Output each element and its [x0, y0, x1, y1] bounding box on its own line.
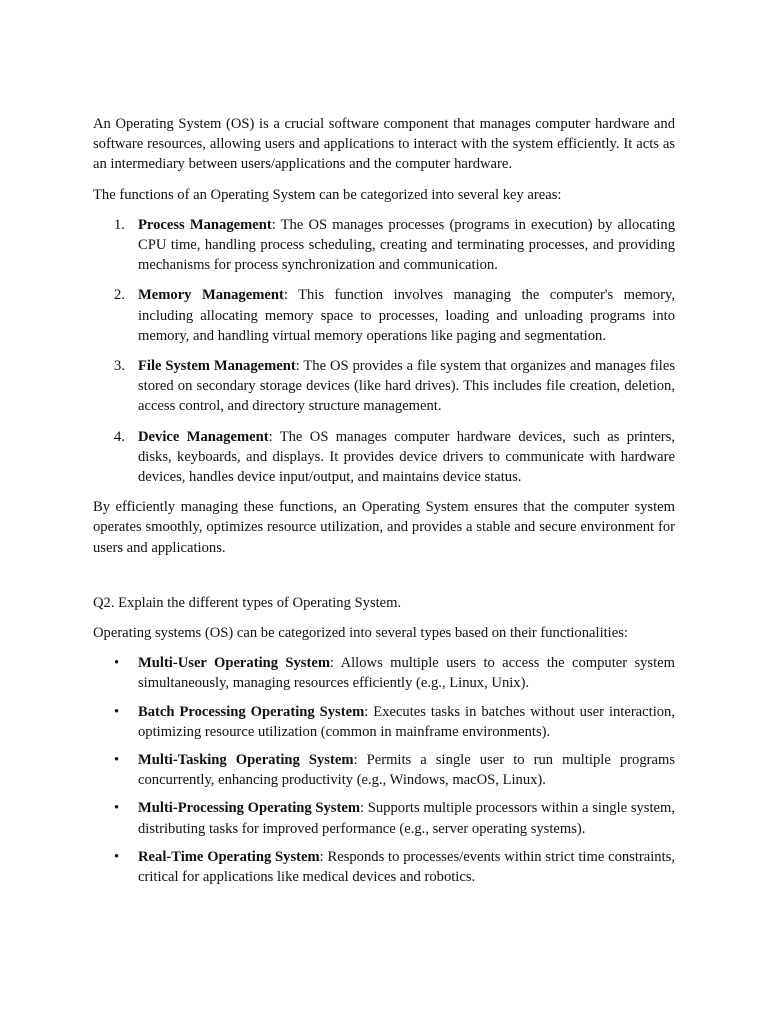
- list-item-text: : Executes tasks in batches without user interaction, optimizing resource utilization (common in mainframe environments).: [138, 703, 675, 740]
- intro-paragraph: An Operating System (OS) is a crucial software component that manages computer hardware and software resources, allowing users and applications to interact with the system efficiently. It acts as an intermediary between users/applications and the computer hardware.: [93, 116, 675, 173]
- list-item: [93, 847, 675, 887]
- question-heading: Q2. Explain the different types of Operating System.: [93, 594, 402, 611]
- list-item-term: Real-Time Operating System: [138, 848, 320, 865]
- list-item: [93, 798, 675, 838]
- list-item-text: : Allows multiple users to access the computer system simultaneously, managing resources efficiently (e.g., Linux, Unix).: [138, 655, 675, 692]
- list-number: 3.: [114, 358, 125, 375]
- bullet-icon: •: [114, 703, 120, 720]
- list-item: [93, 427, 675, 488]
- types-list: [93, 653, 675, 887]
- list-number: 2.: [114, 287, 125, 304]
- list-item-text: : The OS provides a file system that organizes and manages files stored on secondary storage devices (like hard drives). This includes file creation, deletion, access control, and directory structure management.: [138, 358, 675, 415]
- list-number: 4.: [114, 428, 125, 445]
- list-number: 1.: [114, 216, 125, 233]
- conclusion-paragraph: By efficiently managing these functions, an Operating System ensures that the computer system operates smoothly, optimizes resource utilization, and provides a stable and secure environment for users and applications.: [93, 499, 675, 556]
- list-item-term: Process Management: [138, 216, 272, 233]
- list-item-term: File System Management: [138, 358, 296, 375]
- list-item: [93, 702, 675, 742]
- bullet-icon: •: [114, 848, 120, 865]
- list-item-term: Memory Management: [138, 287, 284, 304]
- document-page: [93, 114, 675, 895]
- list-item-text: : The OS manages processes (programs in execution) by allocating CPU time, handling process scheduling, creating and terminating processes, and providing mechanisms for process synchronization and communication.: [138, 216, 675, 274]
- list-item-term: Multi-Tasking Operating System: [138, 752, 354, 769]
- list-item-term: Device Management: [138, 428, 269, 445]
- list-item: [93, 653, 675, 693]
- list-item-term: Multi-User Operating System: [138, 655, 330, 672]
- list-item-text: : Permits a single user to run multiple programs concurrently, enhancing productivity (e.g., Windows, macOS, Linux).: [138, 752, 675, 789]
- bullet-icon: •: [114, 800, 120, 817]
- list-item-text: : Supports multiple processors within a single system, distributing tasks for improved performance (e.g., server operating systems).: [138, 800, 676, 837]
- list-item: [93, 285, 675, 346]
- list-item-term: Batch Processing Operating System: [138, 703, 365, 720]
- list-item: [93, 750, 675, 790]
- list-item-term: Multi-Processing Operating System: [138, 800, 360, 817]
- list-item-text: : This function involves managing the computer's memory, including allocating memory space to processes, loading and unloading programs into memory, and handling virtual memory operations like paging and segmentation.: [138, 287, 675, 344]
- functions-list: [93, 215, 675, 487]
- bullet-icon: •: [114, 655, 120, 672]
- list-item: [93, 215, 675, 276]
- list-item: [93, 356, 675, 417]
- list-item-text: : Responds to processes/events within strict time constraints, critical for applications like medical devices and robotics.: [138, 848, 675, 886]
- bullet-icon: •: [114, 752, 120, 769]
- types-intro-paragraph: Operating systems (OS) can be categorized into several types based on their functionalities:: [93, 625, 628, 642]
- list-item-text: : The OS manages computer hardware devices, such as printers, disks, keyboards, and displays. It provides device drivers to communicate with hardware devices, handles device input/output, and maintains device status.: [138, 428, 675, 486]
- functions-intro-paragraph: The functions of an Operating System can be categorized into several key areas:: [93, 186, 562, 203]
